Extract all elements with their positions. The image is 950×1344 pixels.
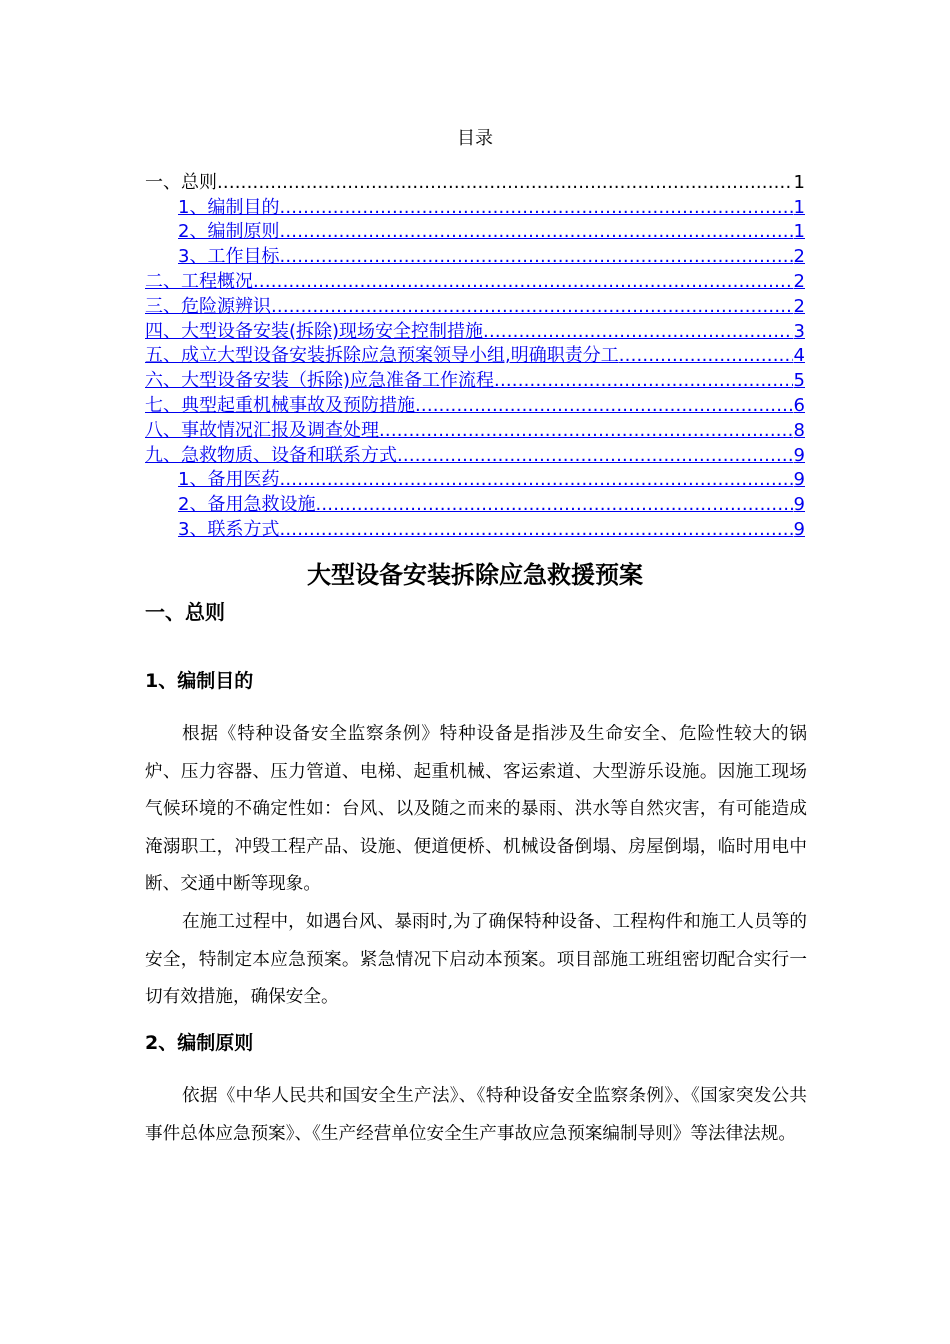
toc-leader-dots <box>415 394 793 418</box>
paragraph-purpose-1: 根据《特种设备安全监察条例》特种设备是指涉及生命安全、危险性较大的锅炉、压力容器、压力管道、电梯、起重机械、客运索道、大型游乐设施。因施工现场气候环境的不确定性如：台风、以及随之而来的暴雨、洪水等自然灾害，有可能造成淹溺职工，冲毁工程产品、设施、便道便桥、机械设备倒塌、房屋倒塌，临时用电中断、交通中断等现象。 <box>145 724 807 894</box>
toc-entry-page: 5 <box>793 370 805 392</box>
toc-leader-dots <box>619 344 793 368</box>
toc-entry-page: 9 <box>793 518 805 540</box>
toc-leader-dots <box>483 320 793 344</box>
toc-entry[interactable] <box>145 492 805 517</box>
toc-entry[interactable] <box>145 294 805 319</box>
toc-entry-label: 五、成立大型设备安装拆除应急预案领导小组,明确职责分工 <box>145 345 619 367</box>
toc-leader-dots <box>217 171 793 195</box>
toc-entry[interactable] <box>145 269 805 294</box>
toc-entry-label: 九、急救物质、设备和联系方式 <box>145 444 397 466</box>
toc-entry-label: 六、大型设备安装（拆除)应急准备工作流程 <box>145 370 495 392</box>
toc-entry-label: 3、工作目标 <box>178 246 280 268</box>
toc-leader-dots <box>253 270 793 294</box>
toc-entry[interactable] <box>145 443 805 468</box>
toc-entry-page: 4 <box>793 345 805 367</box>
toc-leader-dots <box>379 419 793 443</box>
toc-leader-dots <box>279 468 792 492</box>
toc-entry-page: 2 <box>793 246 805 268</box>
toc-entry-label: 三、危险源辨识 <box>145 295 271 317</box>
toc-entry[interactable] <box>145 319 805 344</box>
paragraph-principles: 依据《中华人民共和国安全生产法》、《特种设备安全监察条例》、《国家突发公共事件总体应急预案》、《生产经营单位安全生产事故应急预案编制导则》等法律法规。 <box>145 1086 807 1144</box>
toc-entry-page: 1 <box>793 221 805 243</box>
toc-leader-dots <box>397 444 793 468</box>
table-of-contents <box>145 170 805 542</box>
toc-leader-dots <box>494 369 793 393</box>
toc-entry[interactable] <box>145 517 805 542</box>
toc-entry-page: 9 <box>793 469 805 491</box>
toc-entry[interactable] <box>145 220 805 245</box>
toc-entry-label: 1、备用医药 <box>178 469 280 491</box>
toc-entry-page: 8 <box>793 419 805 441</box>
paragraph-purpose-2: 在施工过程中，如遇台风、暴雨时,为了确保特种设备、工程构件和施工人员等的安全，特制定本应急预案。紧急情况下启动本预案。项目部施工班组密切配合实行一切有效措施，确保安全。 <box>145 912 807 1007</box>
toc-entry-label: 1、编制目的 <box>178 196 280 218</box>
toc-title: 目录 <box>457 128 493 149</box>
toc-entry-label: 二、工程概况 <box>145 270 253 292</box>
toc-entry[interactable] <box>145 368 805 393</box>
toc-entry[interactable] <box>145 418 805 443</box>
toc-entry-page: 9 <box>793 444 805 466</box>
toc-entry-label: 四、大型设备安装(拆除)现场安全控制措施 <box>145 320 484 342</box>
toc-entry <box>145 170 805 195</box>
toc-entry-page: 2 <box>793 270 805 292</box>
toc-entry[interactable] <box>145 344 805 369</box>
toc-entry-label: 一、总则 <box>145 171 217 193</box>
toc-entry-label: 七、典型起重机械事故及预防措施 <box>145 394 415 416</box>
subsection-heading-purpose: 1、编制目的 <box>145 670 254 692</box>
toc-leader-dots <box>279 220 792 244</box>
document-title: 大型设备安装拆除应急救援预案 <box>307 561 643 589</box>
toc-entry-page: 9 <box>793 494 805 516</box>
subsection-heading-principles: 2、编制原则 <box>145 1032 254 1054</box>
toc-entry-page: 1 <box>793 196 805 218</box>
toc-entry-page: 6 <box>793 394 805 416</box>
toc-leader-dots <box>279 245 792 269</box>
toc-entry-label: 3、联系方式 <box>178 518 280 540</box>
toc-entry[interactable] <box>145 195 805 220</box>
toc-entry-label: 2、备用急救设施 <box>178 494 316 516</box>
toc-entry-page: 2 <box>793 295 805 317</box>
toc-leader-dots <box>279 518 792 542</box>
toc-entry-page: 1 <box>793 171 805 193</box>
toc-entry-label: 八、事故情况汇报及调查处理 <box>145 419 379 441</box>
section-heading-general: 一、总则 <box>145 600 225 624</box>
toc-entry-page: 3 <box>793 320 805 342</box>
toc-entry[interactable] <box>145 393 805 418</box>
toc-leader-dots <box>315 493 792 517</box>
toc-entry-label: 2、编制原则 <box>178 221 280 243</box>
toc-entry[interactable] <box>145 244 805 269</box>
toc-entry[interactable] <box>145 468 805 493</box>
toc-leader-dots <box>271 295 793 319</box>
toc-leader-dots <box>279 196 792 220</box>
